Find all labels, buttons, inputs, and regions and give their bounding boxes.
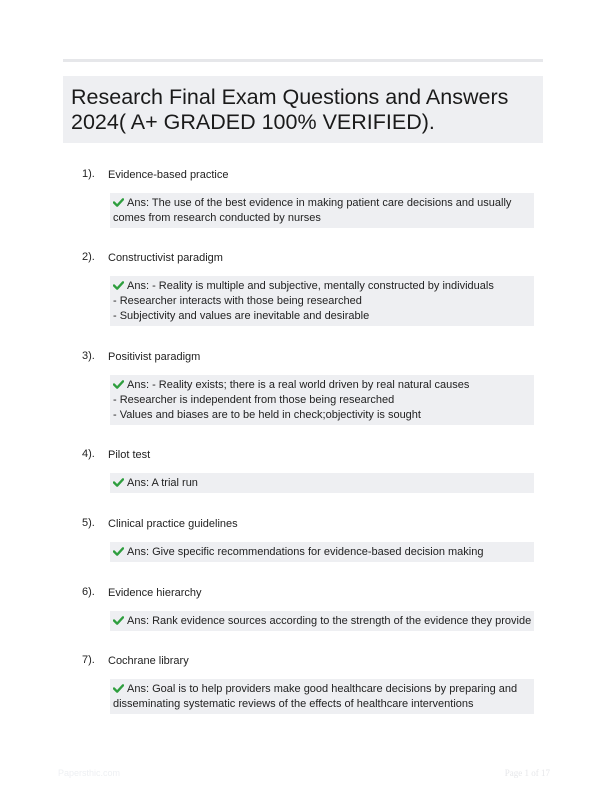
answer-box <box>110 375 534 425</box>
answer-text: Ans: Rank evidence sources according to the strength of the evidence they provide <box>127 615 532 627</box>
answer-line: - Researcher interacts with those being researched <box>113 295 362 307</box>
question-number: 4). <box>82 448 95 460</box>
answer-line <box>113 279 530 294</box>
answer-box <box>110 611 534 631</box>
check-icon <box>113 616 124 625</box>
answer-text: Ans: Goal is to help providers make good healthcare decisions by preparing and disseminating systematic reviews of the effects of healthcare interventions <box>113 683 518 710</box>
question-text: Cochrane library <box>108 655 189 667</box>
check-icon <box>113 684 124 693</box>
question-number: 3). <box>82 350 95 362</box>
question-number: 1). <box>82 168 95 180</box>
document-title <box>71 85 543 135</box>
question-number: 7). <box>82 654 95 666</box>
answer-text: Ans: - Reality is multiple and subjective, mentally constructed by individuals <box>127 280 494 292</box>
answer-line <box>113 196 530 226</box>
answer-line <box>113 476 530 491</box>
answer-box <box>110 473 534 493</box>
question-text: Clinical practice guidelines <box>108 518 238 530</box>
answer-box <box>110 542 534 562</box>
check-icon <box>113 478 124 487</box>
answer-box <box>110 679 534 714</box>
question-text: Positivist paradigm <box>108 351 201 363</box>
question-text: Evidence hierarchy <box>108 587 202 599</box>
answer-line: - Researcher is independent from those being researched <box>113 394 395 406</box>
answer-line <box>113 682 530 712</box>
answer-box <box>110 276 534 326</box>
answer-box <box>110 193 534 228</box>
answer-line <box>113 614 530 629</box>
check-icon <box>113 547 124 556</box>
answer-line <box>113 545 530 560</box>
answer-line <box>113 378 530 393</box>
answer-line: - Subjectivity and values are inevitable and desirable <box>113 310 370 322</box>
check-icon <box>113 380 124 389</box>
answer-text: Ans: A trial run <box>127 477 198 489</box>
title-line-1: Research Final Exam Questions and Answers <box>71 85 509 109</box>
title-block <box>63 76 543 143</box>
question-number: 6). <box>82 586 95 598</box>
answer-text: Ans: Give specific recommendations for evidence-based decision making <box>127 546 484 558</box>
top-divider <box>63 59 543 62</box>
answer-text: Ans: The use of the best evidence in making patient care decisions and usually comes from research conducted by nurses <box>113 197 512 224</box>
footer-watermark: Papersthic.com <box>58 768 121 778</box>
title-line-2: 2024( A+ GRADED 100% VERIFIED). <box>71 110 435 134</box>
answer-line: - Values and biases are to be held in check;objectivity is sought <box>113 409 421 421</box>
question-text: Pilot test <box>108 449 151 461</box>
page-number: Page 1 of 17 <box>504 768 550 778</box>
question-text: Constructivist paradigm <box>108 252 223 264</box>
question-text: Evidence-based practice <box>108 169 229 181</box>
check-icon <box>113 198 124 207</box>
check-icon <box>113 281 124 290</box>
question-number: 2). <box>82 251 95 263</box>
question-number: 5). <box>82 517 95 529</box>
answer-text: Ans: - Reality exists; there is a real world driven by real natural causes <box>127 379 470 391</box>
